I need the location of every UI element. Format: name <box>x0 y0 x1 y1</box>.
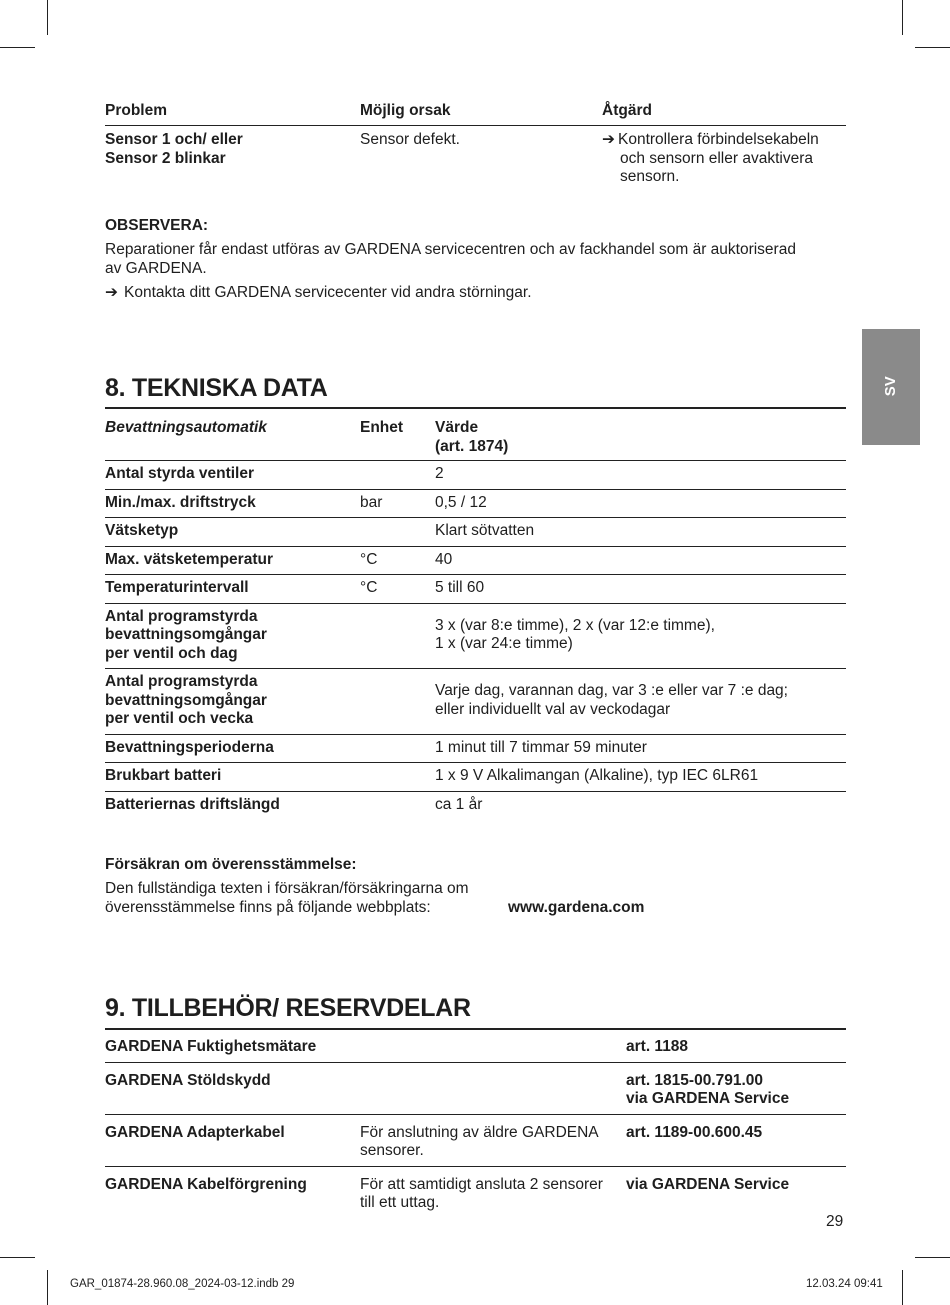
divider <box>105 603 846 604</box>
tech-row-label: Antal programstyrda bevattningsomgångar per ventil och dag <box>105 607 267 662</box>
arrow-right-icon: ➔ <box>105 284 118 301</box>
tech-row-value: 2 <box>435 465 444 482</box>
tech-row-label: Antal styrda ventiler <box>105 465 255 482</box>
crop-mark <box>915 1257 950 1258</box>
tech-row-value: 40 <box>435 550 453 568</box>
col-header-action: Åtgärd <box>602 102 652 119</box>
tech-row-value: 5 till 60 <box>435 579 485 596</box>
crop-mark <box>915 47 950 48</box>
tech-row-unit: °C <box>360 579 378 596</box>
divider <box>105 546 846 547</box>
action-cell: ➔ Kontrollera förbindelsekabeln och sensorn eller avaktivera sensorn. <box>602 131 819 185</box>
divider <box>105 460 846 461</box>
accessory-description: För anslutning av äldre GARDENA sensorer. <box>360 1123 599 1159</box>
note-text: Reparationer får endast utföras av GARDENA servicecentren och av fackhandel som är auktoriserad av GARDENA. <box>105 241 796 277</box>
accessory-name: GARDENA Adapterkabel <box>105 1123 285 1141</box>
tech-row-value: 1 minut till 7 timmar 59 minuter <box>435 738 647 756</box>
declaration-url[interactable]: www.gardena.com <box>508 899 645 916</box>
arrow-right-icon: ➔ <box>602 131 615 148</box>
footer-file: GAR_01874-28.960.08_2024-03-12.indb 29 <box>70 1278 295 1290</box>
divider <box>105 1166 846 1167</box>
note-action: ➔ Kontakta ditt GARDENA servicecenter vid andra störningar. <box>105 284 532 301</box>
divider <box>105 668 846 669</box>
crop-mark <box>47 0 48 35</box>
tech-row-label: Temperaturintervall <box>105 579 249 596</box>
divider <box>105 574 846 575</box>
crop-mark <box>0 1257 35 1258</box>
divider <box>105 791 846 792</box>
tech-row-value: ca 1 år <box>435 795 483 813</box>
footer-date: 12.03.24 09:41 <box>806 1278 883 1290</box>
tech-row-value: 0,5 / 12 <box>435 493 487 511</box>
crop-mark <box>902 1270 903 1305</box>
accessory-description: För att samtidigt ansluta 2 sensorer till ett uttag. <box>360 1175 603 1211</box>
divider <box>105 517 846 518</box>
accessory-name: GARDENA Kabelförgrening <box>105 1175 307 1193</box>
tech-row-label: Brukbart batteri <box>105 767 222 784</box>
divider <box>105 489 846 490</box>
divider <box>105 1114 846 1115</box>
crop-mark <box>47 1270 48 1305</box>
problem-cell: Sensor 1 och/ eller Sensor 2 blinkar <box>105 131 243 167</box>
accessory-name: GARDENA Fuktighetsmätare <box>105 1038 317 1055</box>
accessory-name: GARDENA Stöldskydd <box>105 1071 271 1089</box>
declaration-title: Försäkran om överensstämmelse: <box>105 856 357 873</box>
divider <box>105 734 846 735</box>
divider <box>105 125 846 126</box>
section-title-accessories: 9. TILLBEHÖR/ RESERVDELAR <box>105 994 471 1022</box>
tech-row-label: Antal programstyrda bevattningsomgångar per ventil och vecka <box>105 673 267 727</box>
crop-mark <box>0 47 35 48</box>
tech-row-label: Vätsketyp <box>105 522 179 539</box>
divider <box>105 762 846 763</box>
accessory-article: via GARDENA Service <box>626 1175 790 1193</box>
tech-row-label: Batteriernas driftslängd <box>105 795 280 813</box>
col-header-cause: Möjlig orsak <box>360 102 451 119</box>
tech-row-label: Min./max. driftstryck <box>105 493 256 511</box>
divider <box>105 1062 846 1063</box>
col-header-problem: Problem <box>105 102 168 119</box>
declaration-text: Den fullständiga texten i försäkran/försäkringarna om överensstämmelse finns på följande webbplats: <box>105 880 469 916</box>
cause-cell: Sensor defekt. <box>360 131 460 148</box>
tech-row-value: Klart sötvatten <box>435 522 535 539</box>
tech-row-unit: °C <box>360 550 378 568</box>
accessory-article: art. 1189-00.600.45 <box>626 1123 763 1141</box>
crop-mark <box>902 0 903 35</box>
divider <box>105 1028 846 1030</box>
section-title-tech: 8. TEKNISKA DATA <box>105 374 328 402</box>
accessory-article: art. 1188 <box>626 1038 689 1055</box>
page-number: 29 <box>826 1213 844 1230</box>
note-title: OBSERVERA: <box>105 217 209 234</box>
accessory-article: art. 1815-00.791.00 via GARDENA Service <box>626 1071 790 1107</box>
tech-row-label: Bevattningsperioderna <box>105 738 274 756</box>
tech-head-unit: Enhet <box>360 419 404 436</box>
tech-row-label: Max. vätsketemperatur <box>105 550 273 568</box>
language-tab <box>862 329 920 445</box>
tech-head-value: Värde (art. 1874) <box>435 419 509 455</box>
tech-row-value: 3 x (var 8:e timme), 2 x (var 12:e timme), 1 x (var 24:e timme) <box>435 616 715 653</box>
tech-head-product: Bevattningsautomatik <box>105 419 267 436</box>
tech-row-value: 1 x 9 V Alkalimangan (Alkaline), typ IEC 6LR61 <box>435 767 759 784</box>
language-tab-label: SV <box>881 376 899 397</box>
tech-row-unit: bar <box>360 493 383 511</box>
divider <box>105 407 846 409</box>
tech-row-value: Varje dag, varannan dag, var 3 :e eller var 7 :e dag; eller individuellt val av veckodagar <box>435 682 788 718</box>
